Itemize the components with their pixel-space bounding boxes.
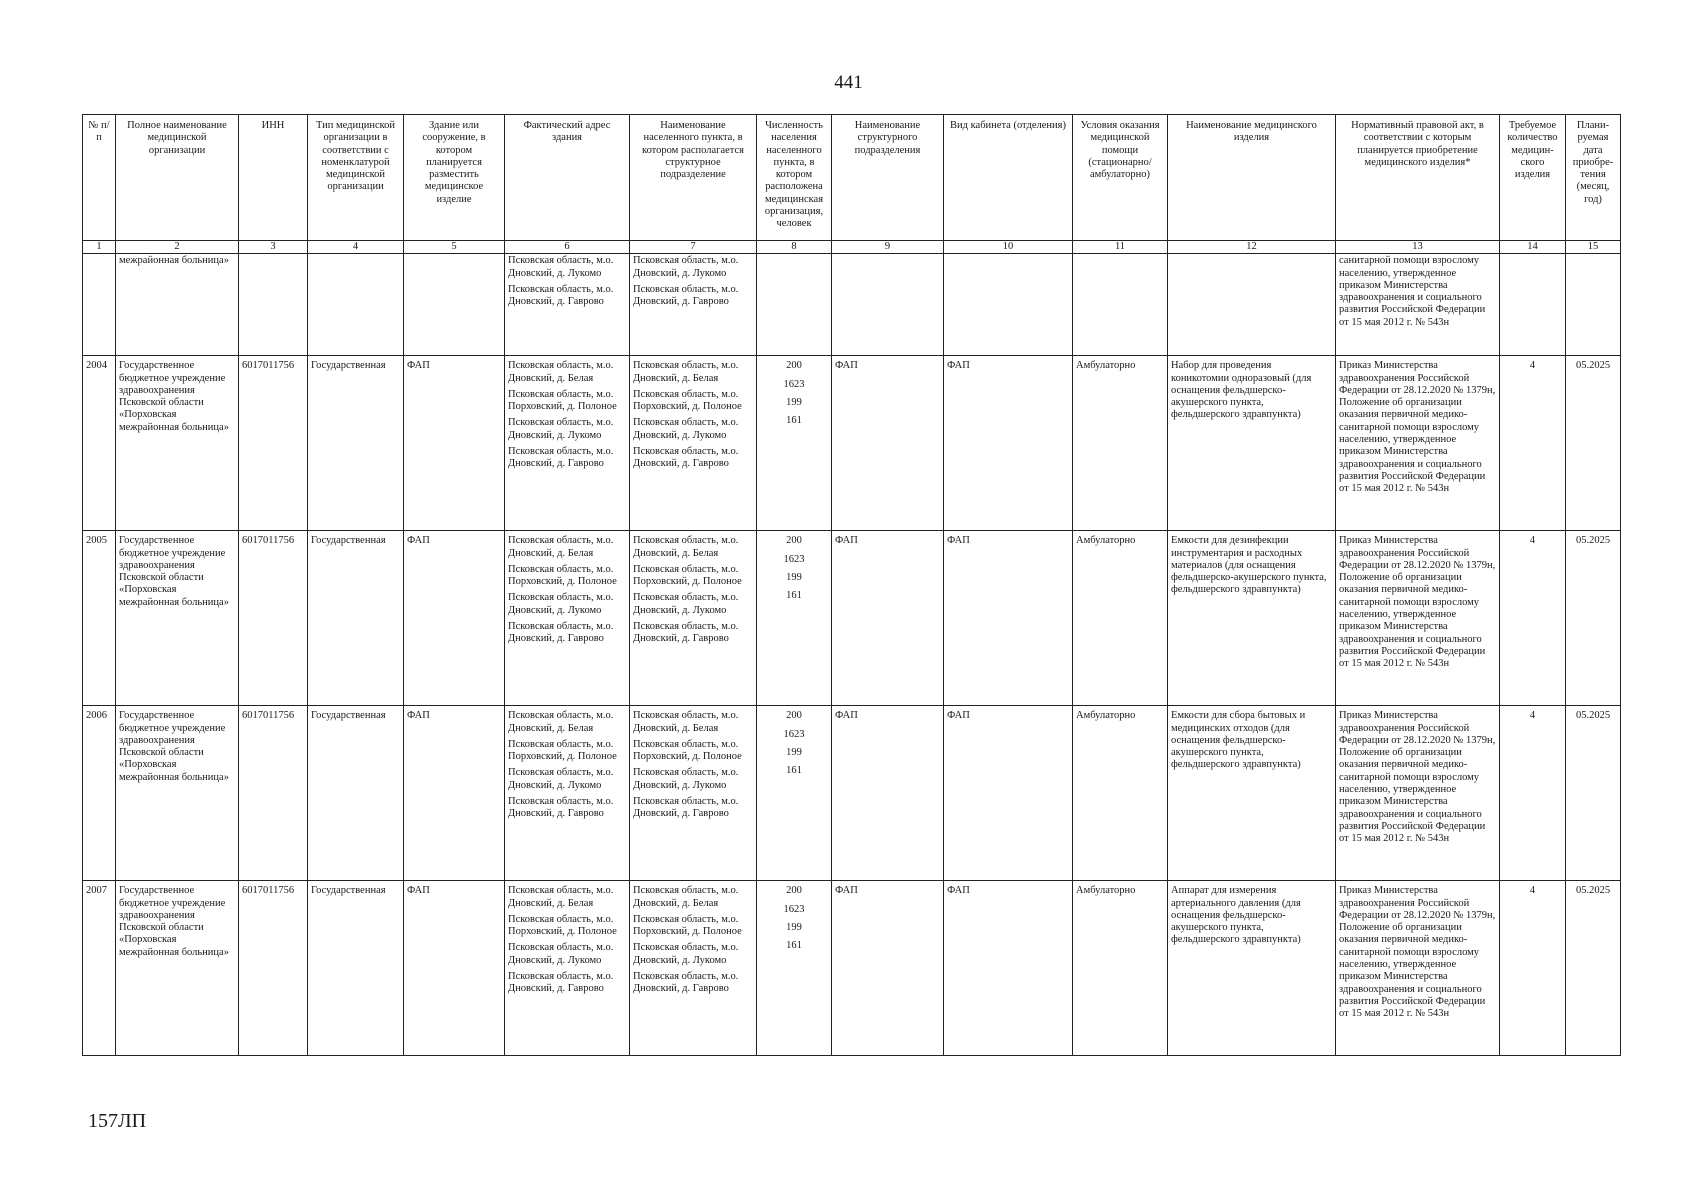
settlement: Псковская область, м.о. Порховский, д. Полоное <box>633 563 742 588</box>
medical-equipment-table <box>82 114 1621 1056</box>
cabinet-type: ФАП <box>944 881 1073 1056</box>
population: 1623 <box>783 553 805 565</box>
address-cell <box>505 706 630 881</box>
cabinet-type: ФАП <box>944 706 1073 881</box>
legal-act: Приказ Министерства здравоохранения Российской Федерации от 28.12.2020 № 1379н, Положение об организации оказания первичной медико-санитарной помощи взрослому населению, утвержденное приказом Министерства здравоохранения и социального развития Российской Федерации от 15 мая 2012 г. № 543н <box>1336 706 1500 881</box>
continuation-row <box>83 254 1621 356</box>
row-number: 2007 <box>83 881 116 1056</box>
settlement: Псковская область, м.о. Дновский, д. Лукомо <box>633 767 739 791</box>
population: 199 <box>786 921 802 933</box>
table-row <box>83 356 1621 531</box>
address: Псковская область, м.о. Дновский, д. Гаврово <box>508 621 614 645</box>
population-cell <box>757 706 832 881</box>
column-header: Здание или сооружение, в котором планируется разместить медицинское изделие <box>404 115 505 241</box>
population: 161 <box>786 590 802 602</box>
legal-act: Приказ Министерства здравоохранения Российской Федерации от 28.12.2020 № 1379н, Положение об организации оказания первичной медико-санитарной помощи взрослому населению, утвержденное приказом Министерства здравоохранения и социального развития Российской Федерации от 15 мая 2012 г. № 543н <box>1336 881 1500 1056</box>
population-cell <box>757 531 832 706</box>
population: 161 <box>786 415 802 427</box>
settlement: Псковская область, м.о. Дновский, д. Лукомо <box>633 942 739 966</box>
row-number: 2004 <box>83 356 116 531</box>
settlement: Псковская область, м.о. Дновский, д. Гаврово <box>633 621 739 645</box>
address: Псковская область, м.о. Дновский, д. Лукомо <box>508 592 614 616</box>
column-number-row <box>83 241 1621 254</box>
column-number: 1 <box>83 241 116 254</box>
settlement: Псковская область, м.о. Дновский, д. Гаврово <box>633 796 739 820</box>
column-header: Нормативный правовой акт, в соответствии с которым планируется приобретение медицинского изделия* <box>1336 115 1500 241</box>
table-row <box>83 531 1621 706</box>
settlement: Псковская область, м.о. Дновский, д. Лукомо <box>633 255 739 279</box>
population: 200 <box>786 710 802 722</box>
inn: 6017011756 <box>239 356 308 531</box>
address: Псковская область, м.о. Дновский, д. Гаврово <box>508 283 614 308</box>
inn: 6017011756 <box>239 531 308 706</box>
settlement: Псковская область, м.о. Порховский, д. Полоное <box>633 913 742 938</box>
structural-unit: ФАП <box>832 531 944 706</box>
column-number: 12 <box>1168 241 1336 254</box>
column-number: 6 <box>505 241 630 254</box>
address-cell <box>505 356 630 531</box>
building: ФАП <box>404 881 505 1056</box>
care-conditions: Амбулаторно <box>1073 356 1168 531</box>
legal-act: Приказ Министерства здравоохранения Российской Федерации от 28.12.2020 № 1379н, Положение об организации оказания первичной медико-санитарной помощи взрослому населению, утвержденное приказом Министерства здравоохранения и социального развития Российской Федерации от 15 мая 2012 г. № 543н <box>1336 531 1500 706</box>
org-name: Государственное бюджетное учреждение здравоохранения Псковской области «Порховская межрайонная больница» <box>116 881 239 1056</box>
population: 1623 <box>783 378 805 390</box>
footer-code: 157ЛП <box>88 1110 147 1132</box>
structural-unit: ФАП <box>832 356 944 531</box>
inn: 6017011756 <box>239 706 308 881</box>
column-header: № п/п <box>83 115 116 241</box>
address-cell <box>505 881 630 1056</box>
row-number: 2006 <box>83 706 116 881</box>
column-number: 7 <box>630 241 757 254</box>
address: Псковская область, м.о. Дновский, д. Лукомо <box>508 767 614 791</box>
column-number: 10 <box>944 241 1073 254</box>
device-name: Аппарат для измерения артериального давления (для оснащения фельдшерско-акушерского пункта, фельдшерского здравпункта) <box>1168 881 1336 1056</box>
building: ФАП <box>404 706 505 881</box>
population: 199 <box>786 396 802 408</box>
settlement: Псковская область, м.о. Дновский, д. Лукомо <box>633 417 739 441</box>
settlement: Псковская область, м.о. Дновский, д. Гаврово <box>633 971 739 995</box>
column-header: Наименование населенного пункта, в котором располагается структурное подразделение <box>630 115 757 241</box>
settlement: Псковская область, м.о. Порховский, д. Полоное <box>633 388 742 413</box>
purchase-date: 05.2025 <box>1566 531 1621 706</box>
address: Псковская область, м.о. Дновский, д. Гаврово <box>508 446 614 470</box>
row-number: 2005 <box>83 531 116 706</box>
settlement: Псковская область, м.о. Дновский, д. Белая <box>633 885 739 909</box>
settlement: Псковская область, м.о. Дновский, д. Гаврово <box>633 283 739 308</box>
settlement-cell <box>630 706 757 881</box>
cabinet-type: ФАП <box>944 356 1073 531</box>
population: 1623 <box>783 903 805 915</box>
column-number: 3 <box>239 241 308 254</box>
address: Псковская область, м.о. Дновский, д. Белая <box>508 535 614 559</box>
column-header: Тип медицинской организации в соответствии с номенклатурой медицинской организации <box>308 115 404 241</box>
column-header: Численность населения населенного пункта, в котором расположена медицинская организация, человек <box>757 115 832 241</box>
population: 199 <box>786 571 802 583</box>
column-header: Вид кабинета (отделения) <box>944 115 1073 241</box>
org-name: Государственное бюджетное учреждение здравоохранения Псковской области «Порховская межрайонная больница» <box>116 356 239 531</box>
population-cell <box>757 356 832 531</box>
address: Псковская область, м.о. Порховский, д. Полоное <box>508 738 617 763</box>
column-number: 11 <box>1073 241 1168 254</box>
address: Псковская область, м.о. Дновский, д. Лукомо <box>508 417 614 441</box>
address: Псковская область, м.о. Порховский, д. Полоное <box>508 913 617 938</box>
column-number: 2 <box>116 241 239 254</box>
column-header: Фактический адрес здания <box>505 115 630 241</box>
address: Псковская область, м.о. Дновский, д. Белая <box>508 360 614 384</box>
column-header: Наименование структурного подразделения <box>832 115 944 241</box>
settlement-cell <box>630 356 757 531</box>
settlement: Псковская область, м.о. Дновский, д. Белая <box>633 710 739 734</box>
address-cell <box>505 254 630 356</box>
settlement: Псковская область, м.о. Порховский, д. Полоное <box>633 738 742 763</box>
settlement-cell <box>630 254 757 356</box>
population-cell <box>757 881 832 1056</box>
inn: 6017011756 <box>239 881 308 1056</box>
settlement: Псковская область, м.о. Дновский, д. Белая <box>633 535 739 559</box>
legal-act: санитарной помощи взрослому населению, утвержденное приказом Министерства здравоохранения и социального развития Российской Федерации от 15 мая 2012 г. № 543н <box>1336 254 1500 356</box>
quantity: 4 <box>1500 356 1566 531</box>
device-name: Емкости для сбора бытовых и медицинских отходов (для оснащения фельдшерско-акушерского пункта, фельдшерского здравпункта) <box>1168 706 1336 881</box>
address-cell <box>505 531 630 706</box>
population: 199 <box>786 746 802 758</box>
table-row <box>83 706 1621 881</box>
quantity: 4 <box>1500 881 1566 1056</box>
building: ФАП <box>404 356 505 531</box>
purchase-date: 05.2025 <box>1566 356 1621 531</box>
column-number: 8 <box>757 241 832 254</box>
column-header: Условия оказания медицинской помощи (стационарно/ амбулаторно) <box>1073 115 1168 241</box>
address: Псковская область, м.о. Дновский, д. Гаврово <box>508 971 614 995</box>
column-number: 9 <box>832 241 944 254</box>
column-number: 5 <box>404 241 505 254</box>
column-number: 14 <box>1500 241 1566 254</box>
org-type: Государственная <box>308 881 404 1056</box>
org-type: Государственная <box>308 706 404 881</box>
population: 200 <box>786 535 802 547</box>
care-conditions: Амбулаторно <box>1073 881 1168 1056</box>
settlement: Псковская область, м.о. Дновский, д. Гаврово <box>633 446 739 470</box>
org-name: Государственное бюджетное учреждение здравоохранения Псковской области «Порховская межрайонная больница» <box>116 531 239 706</box>
table-row <box>83 881 1621 1056</box>
settlement: Псковская область, м.о. Дновский, д. Белая <box>633 360 739 384</box>
device-name: Емкости для дезинфекции инструментария и расходных материалов (для оснащения фельдшерско-акушерского пункта, фельдшерского здравпункта) <box>1168 531 1336 706</box>
address: Псковская область, м.о. Дновский, д. Белая <box>508 885 614 909</box>
device-name: Набор для проведения коникотомии одноразовый (для оснащения фельдшерско-акушерского пункта, фельдшерского здравпункта) <box>1168 356 1336 531</box>
population: 161 <box>786 765 802 777</box>
address: Псковская область, м.о. Дновский, д. Лукомо <box>508 942 614 966</box>
address: Псковская область, м.о. Порховский, д. Полоное <box>508 388 617 413</box>
column-header: Плани-руемая дата приобре-тения (месяц, год) <box>1566 115 1621 241</box>
building: ФАП <box>404 531 505 706</box>
address: Псковская область, м.о. Дновский, д. Белая <box>508 710 614 734</box>
settlement-cell <box>630 881 757 1056</box>
column-number: 15 <box>1566 241 1621 254</box>
settlement-cell <box>630 531 757 706</box>
address: Псковская область, м.о. Дновский, д. Лукомо <box>508 255 614 279</box>
column-header: Требуемое количество медицин-ского изделия <box>1500 115 1566 241</box>
purchase-date: 05.2025 <box>1566 706 1621 881</box>
address: Псковская область, м.о. Порховский, д. Полоное <box>508 563 617 588</box>
cabinet-type: ФАП <box>944 531 1073 706</box>
org-name: Государственное бюджетное учреждение здравоохранения Псковской области «Порховская межрайонная больница» <box>116 706 239 881</box>
org-name: межрайонная больница» <box>116 254 239 356</box>
column-number: 4 <box>308 241 404 254</box>
column-header: ИНН <box>239 115 308 241</box>
care-conditions: Амбулаторно <box>1073 531 1168 706</box>
population: 200 <box>786 885 802 897</box>
purchase-date: 05.2025 <box>1566 881 1621 1056</box>
population: 1623 <box>783 728 805 740</box>
org-type: Государственная <box>308 356 404 531</box>
structural-unit: ФАП <box>832 706 944 881</box>
care-conditions: Амбулаторно <box>1073 706 1168 881</box>
column-header: Наименование медицинского изделия <box>1168 115 1336 241</box>
settlement: Псковская область, м.о. Дновский, д. Лукомо <box>633 592 739 616</box>
address: Псковская область, м.о. Дновский, д. Гаврово <box>508 796 614 820</box>
population: 200 <box>786 360 802 372</box>
header-row <box>83 115 1621 241</box>
column-header: Полное наименование медицинской организации <box>116 115 239 241</box>
population: 161 <box>786 940 802 952</box>
org-type: Государственная <box>308 531 404 706</box>
page-number: 441 <box>834 72 863 93</box>
quantity: 4 <box>1500 706 1566 881</box>
structural-unit: ФАП <box>832 881 944 1056</box>
quantity: 4 <box>1500 531 1566 706</box>
column-number: 13 <box>1336 241 1500 254</box>
legal-act: Приказ Министерства здравоохранения Российской Федерации от 28.12.2020 № 1379н, Положение об организации оказания первичной медико-санитарной помощи взрослому населению, утвержденное приказом Министерства здравоохранения и социального развития Российской Федерации от 15 мая 2012 г. № 543н <box>1336 356 1500 531</box>
